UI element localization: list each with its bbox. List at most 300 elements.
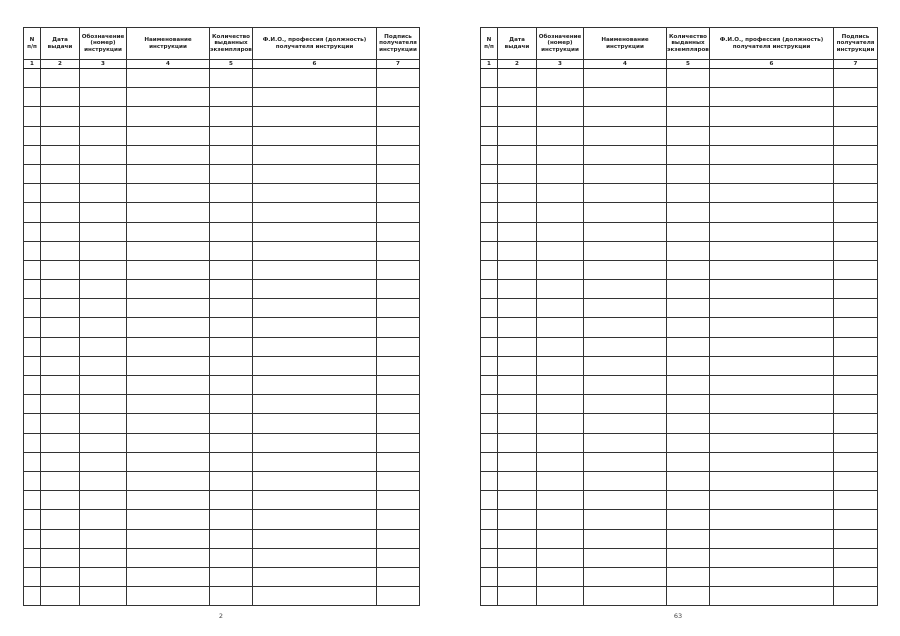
table-cell [24, 510, 41, 529]
table-cell [537, 548, 584, 567]
table-cell [24, 126, 41, 145]
table-cell [584, 471, 667, 490]
table-cell [127, 164, 210, 183]
table-cell [537, 260, 584, 279]
table-cell [498, 395, 537, 414]
table-cell [481, 164, 498, 183]
table-cell [127, 337, 210, 356]
table-cell [377, 241, 420, 260]
table-cell [481, 88, 498, 107]
column-header: Дата выдачи [498, 28, 537, 60]
table-cell [481, 452, 498, 471]
table-cell [584, 318, 667, 337]
table-cell [667, 491, 710, 510]
table-cell [127, 88, 210, 107]
column-header: N п/п [24, 28, 41, 60]
table-cell [377, 299, 420, 318]
table-cell [377, 587, 420, 606]
table-cell [41, 356, 80, 375]
table-row [24, 260, 420, 279]
table-cell [667, 280, 710, 299]
table-cell [210, 318, 253, 337]
table-row [24, 510, 420, 529]
table-cell [253, 203, 377, 222]
table-row [481, 69, 878, 88]
table-row [24, 222, 420, 241]
table-cell [127, 491, 210, 510]
table-cell [498, 548, 537, 567]
table-cell [584, 145, 667, 164]
table-cell [834, 452, 878, 471]
table-cell [253, 356, 377, 375]
table-row [481, 414, 878, 433]
table-cell [584, 69, 667, 88]
table-header-row [481, 28, 878, 60]
table-cell [498, 203, 537, 222]
table-cell [498, 280, 537, 299]
table-cell [584, 260, 667, 279]
table-row [24, 529, 420, 548]
table-cell [210, 548, 253, 567]
table-cell [127, 356, 210, 375]
table-cell [710, 567, 834, 586]
table-cell [710, 356, 834, 375]
table-cell [41, 471, 80, 490]
table-cell [710, 471, 834, 490]
right-page [480, 27, 877, 606]
table-cell [481, 529, 498, 548]
table-cell [24, 299, 41, 318]
table-cell [537, 395, 584, 414]
table-cell [41, 510, 80, 529]
table-cell [253, 318, 377, 337]
table-cell [80, 88, 127, 107]
table-cell [537, 299, 584, 318]
table-cell [377, 260, 420, 279]
table-cell [584, 510, 667, 529]
table-cell [377, 452, 420, 471]
table-cell [498, 587, 537, 606]
table-cell [80, 471, 127, 490]
table-cell [41, 126, 80, 145]
table-cell [584, 184, 667, 203]
table-cell [210, 145, 253, 164]
table-cell [710, 280, 834, 299]
instruction-issue-table [480, 27, 878, 606]
table-cell [481, 241, 498, 260]
table-cell [41, 241, 80, 260]
column-number: 7 [377, 60, 420, 69]
table-header-row [24, 28, 420, 60]
table-cell [481, 471, 498, 490]
table-row [24, 587, 420, 606]
table-row [24, 376, 420, 395]
table-cell [667, 510, 710, 529]
table-cell [710, 145, 834, 164]
table-cell [127, 471, 210, 490]
table-cell [481, 433, 498, 452]
table-cell [253, 88, 377, 107]
table-cell [710, 88, 834, 107]
table-cell [24, 529, 41, 548]
table-row [24, 337, 420, 356]
table-cell [537, 529, 584, 548]
table-cell [377, 337, 420, 356]
table-cell [24, 337, 41, 356]
table-row [24, 414, 420, 433]
table-cell [481, 491, 498, 510]
table-cell [498, 356, 537, 375]
table-cell [584, 337, 667, 356]
table-cell [584, 356, 667, 375]
table-cell [80, 433, 127, 452]
table-cell [80, 280, 127, 299]
table-cell [80, 529, 127, 548]
table-cell [481, 280, 498, 299]
table-cell [80, 107, 127, 126]
table-cell [537, 414, 584, 433]
table-cell [253, 280, 377, 299]
table-cell [481, 203, 498, 222]
table-cell [80, 587, 127, 606]
table-row [481, 587, 878, 606]
table-row [24, 164, 420, 183]
table-cell [667, 471, 710, 490]
column-number: 6 [710, 60, 834, 69]
table-row [481, 222, 878, 241]
table-cell [498, 164, 537, 183]
table-cell [210, 471, 253, 490]
column-number: 1 [24, 60, 41, 69]
table-cell [210, 184, 253, 203]
table-cell [377, 164, 420, 183]
table-cell [80, 145, 127, 164]
table-cell [710, 184, 834, 203]
table-row [24, 184, 420, 203]
table-cell [210, 376, 253, 395]
table-cell [710, 337, 834, 356]
column-number: 5 [210, 60, 253, 69]
table-cell [584, 88, 667, 107]
table-cell [41, 452, 80, 471]
table-cell [481, 299, 498, 318]
table-cell [498, 471, 537, 490]
table-cell [834, 280, 878, 299]
table-cell [127, 529, 210, 548]
table-cell [253, 126, 377, 145]
table-cell [667, 414, 710, 433]
table-cell [710, 491, 834, 510]
table-cell [481, 356, 498, 375]
table-cell [710, 203, 834, 222]
table-cell [253, 395, 377, 414]
table-cell [24, 356, 41, 375]
table-cell [253, 260, 377, 279]
page-number: 2 [218, 612, 224, 620]
table-cell [80, 548, 127, 567]
table-cell [41, 433, 80, 452]
table-row [24, 567, 420, 586]
table-cell [834, 567, 878, 586]
table-cell [80, 567, 127, 586]
table-cell [41, 318, 80, 337]
table-cell [41, 107, 80, 126]
table-cell [24, 260, 41, 279]
table-cell [498, 126, 537, 145]
column-header: N п/п [481, 28, 498, 60]
table-cell [498, 567, 537, 586]
table-cell [584, 395, 667, 414]
table-cell [584, 548, 667, 567]
column-header: Дата выдачи [41, 28, 80, 60]
column-number: 3 [537, 60, 584, 69]
table-cell [537, 433, 584, 452]
table-cell [584, 222, 667, 241]
table-cell [24, 414, 41, 433]
table-cell [127, 567, 210, 586]
table-cell [667, 145, 710, 164]
table-cell [41, 222, 80, 241]
table-row [24, 471, 420, 490]
table-row [481, 433, 878, 452]
table-cell [481, 548, 498, 567]
table-cell [377, 548, 420, 567]
table-cell [667, 376, 710, 395]
table-cell [210, 203, 253, 222]
table-cell [667, 299, 710, 318]
table-cell [710, 222, 834, 241]
table-cell [377, 88, 420, 107]
table-cell [80, 376, 127, 395]
table-cell [24, 395, 41, 414]
table-cell [80, 164, 127, 183]
table-cell [667, 164, 710, 183]
table-row [24, 395, 420, 414]
table-cell [498, 184, 537, 203]
table-cell [667, 567, 710, 586]
table-cell [537, 222, 584, 241]
table-row [481, 126, 878, 145]
table-cell [710, 433, 834, 452]
table-cell [377, 318, 420, 337]
table-cell [537, 356, 584, 375]
table-cell [80, 126, 127, 145]
table-cell [481, 184, 498, 203]
table-cell [481, 222, 498, 241]
table-row [481, 164, 878, 183]
table-cell [253, 452, 377, 471]
table-cell [498, 337, 537, 356]
table-cell [498, 376, 537, 395]
table-cell [377, 491, 420, 510]
table-cell [537, 491, 584, 510]
table-cell [481, 376, 498, 395]
table-cell [127, 260, 210, 279]
table-cell [481, 567, 498, 586]
table-cell [127, 222, 210, 241]
table-cell [377, 567, 420, 586]
table-cell [127, 395, 210, 414]
table-cell [537, 241, 584, 260]
table-cell [537, 510, 584, 529]
table-cell [24, 222, 41, 241]
table-cell [80, 452, 127, 471]
table-cell [210, 337, 253, 356]
table-cell [498, 88, 537, 107]
table-cell [834, 126, 878, 145]
column-header: Ф.И.О., профессия (должность) получателя инструкции [710, 28, 834, 60]
table-cell [584, 376, 667, 395]
table-cell [80, 241, 127, 260]
table-cell [210, 356, 253, 375]
table-cell [481, 126, 498, 145]
table-cell [210, 395, 253, 414]
column-header: Обозначение (номер) инструкции [80, 28, 127, 60]
table-cell [498, 145, 537, 164]
table-cell [127, 241, 210, 260]
table-cell [80, 260, 127, 279]
table-cell [537, 107, 584, 126]
table-cell [253, 107, 377, 126]
table-cell [127, 414, 210, 433]
table-cell [41, 145, 80, 164]
table-cell [127, 452, 210, 471]
table-cell [584, 280, 667, 299]
table-cell [498, 299, 537, 318]
table-cell [834, 356, 878, 375]
table-cell [210, 69, 253, 88]
column-number: 3 [80, 60, 127, 69]
table-cell [834, 587, 878, 606]
table-cell [210, 260, 253, 279]
table-cell [127, 280, 210, 299]
table-row [24, 356, 420, 375]
table-cell [710, 452, 834, 471]
table-cell [498, 107, 537, 126]
table-cell [210, 299, 253, 318]
table-cell [584, 126, 667, 145]
table-row [481, 337, 878, 356]
table-cell [377, 203, 420, 222]
table-row [481, 452, 878, 471]
table-cell [667, 548, 710, 567]
column-header: Обозначение (номер) инструкции [537, 28, 584, 60]
table-cell [537, 567, 584, 586]
table-cell [210, 414, 253, 433]
table-cell [41, 69, 80, 88]
table-cell [127, 587, 210, 606]
table-row [24, 88, 420, 107]
table-cell [253, 241, 377, 260]
table-cell [584, 299, 667, 318]
table-cell [498, 69, 537, 88]
table-row [481, 395, 878, 414]
table-cell [667, 203, 710, 222]
table-cell [667, 184, 710, 203]
table-row [481, 107, 878, 126]
table-cell [41, 164, 80, 183]
column-header: Количество выданных экземпляров [210, 28, 253, 60]
table-row [481, 548, 878, 567]
column-number: 1 [481, 60, 498, 69]
table-cell [210, 567, 253, 586]
table-cell [80, 184, 127, 203]
table-row [24, 126, 420, 145]
column-number: 7 [834, 60, 878, 69]
table-cell [834, 203, 878, 222]
column-header: Подпись получателя инструкции [834, 28, 878, 60]
table-cell [481, 260, 498, 279]
table-cell [24, 318, 41, 337]
table-cell [481, 107, 498, 126]
table-cell [210, 241, 253, 260]
table-cell [253, 587, 377, 606]
column-header: Наименование инструкции [127, 28, 210, 60]
table-cell [537, 471, 584, 490]
table-cell [80, 491, 127, 510]
table-cell [210, 491, 253, 510]
table-row [481, 88, 878, 107]
table-cell [41, 587, 80, 606]
table-cell [667, 69, 710, 88]
left-page [23, 27, 419, 606]
column-number-row [481, 60, 878, 69]
table-cell [377, 510, 420, 529]
table-row [24, 203, 420, 222]
table-cell [667, 587, 710, 606]
table-row [481, 356, 878, 375]
table-cell [377, 414, 420, 433]
table-row [481, 491, 878, 510]
table-cell [667, 88, 710, 107]
table-cell [498, 241, 537, 260]
table-cell [584, 414, 667, 433]
table-cell [710, 299, 834, 318]
table-cell [584, 452, 667, 471]
table-cell [127, 69, 210, 88]
table-cell [481, 414, 498, 433]
table-cell [24, 587, 41, 606]
table-cell [834, 145, 878, 164]
table-row [481, 145, 878, 164]
table-cell [80, 337, 127, 356]
table-cell [667, 222, 710, 241]
table-cell [537, 280, 584, 299]
table-row [24, 548, 420, 567]
column-number: 4 [584, 60, 667, 69]
table-cell [253, 145, 377, 164]
table-cell [41, 414, 80, 433]
table-cell [377, 107, 420, 126]
table-cell [253, 491, 377, 510]
table-cell [253, 69, 377, 88]
table-row [481, 529, 878, 548]
table-cell [80, 203, 127, 222]
table-cell [537, 126, 584, 145]
column-number: 2 [41, 60, 80, 69]
table-cell [537, 337, 584, 356]
table-cell [710, 414, 834, 433]
table-row [481, 280, 878, 299]
table-cell [834, 471, 878, 490]
table-cell [481, 337, 498, 356]
table-cell [41, 567, 80, 586]
table-cell [377, 126, 420, 145]
table-cell [253, 337, 377, 356]
table-cell [710, 69, 834, 88]
table-cell [834, 318, 878, 337]
table-cell [377, 529, 420, 548]
